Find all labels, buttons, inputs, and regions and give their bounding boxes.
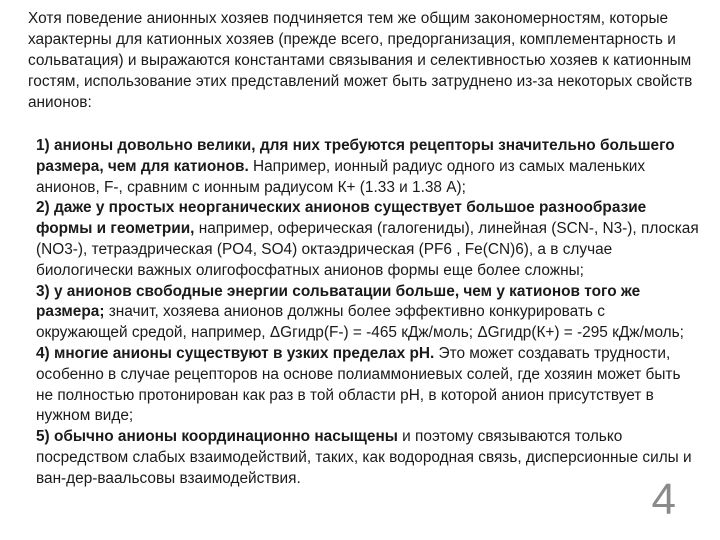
slide-number: 4 [651,475,676,524]
list-item [36,344,700,427]
list-item [36,198,700,281]
point-bold-text: 4) многие анионы существуют в узких пределах рН. [36,344,435,362]
point-text: значит, хозяева анионов должны более эффективно конкурировать с окружающей средой, например, ΔGгидр(F-) = -465 кДж/моль; ΔGгидр(К+) = -295 кДж/моль; [36,303,684,342]
point-text: и поэтому связываются только посредством слабых взаимодействий, таких, как водородная связь, дисперсионные силы и ван-дер-ваальсовы взаимодействия. [36,428,692,487]
list-item [36,427,700,489]
point-bold-text: 3) у анионов свободные энергии сольватации больше, чем у катионов того же размера; [36,282,641,321]
point-bold-text: 1) анионы довольно велики, для них требуются рецепторы значительно большего размера, чем для катионов. [36,137,675,175]
point-text: Это может создавать трудности, особенно в случае рецепторов на основе полиаммониевых солей, где хозяин может быть не полностью протонирован как раз в той области рН, в которой анион присутствует в нужном виде; [36,344,681,425]
point-text: Например, ионный радиус одного из самых маленьких анионов, F-, сравним с ионным радиусом К+ (1.33 и 1.38 А); [36,157,646,196]
intro-paragraph: Хотя поведение анионных хозяев подчиняется тем же общим закономерностям, которые характерны для катионных хозяев (прежде всего, предорганизация, комплементарность и сольватация) и выражаются константами связывания и селективностью хозяев к катионным гостям, использование этих представлений может быть затруднено из-за некоторых свойств анионов: [28,10,693,111]
point-bold-text: 2) даже у простых неорганических анионов существует большое разнообразие формы и геометрии, [36,199,647,238]
list-item [36,136,700,198]
point-text: например, оферическая (галогениды), линейная (SCN-, N3-), плоская (NO3-), тетраэдрическая (PO4, SO4) октаэдрическая (PF6 , Fe(CN)6), а в случае биологически важных олигофосфатных анионов формы еще более сложны; [36,220,699,279]
points-list [36,136,700,490]
list-item [36,282,700,344]
point-bold-text: 5) обычно анионы координационно насыщены [36,428,398,446]
